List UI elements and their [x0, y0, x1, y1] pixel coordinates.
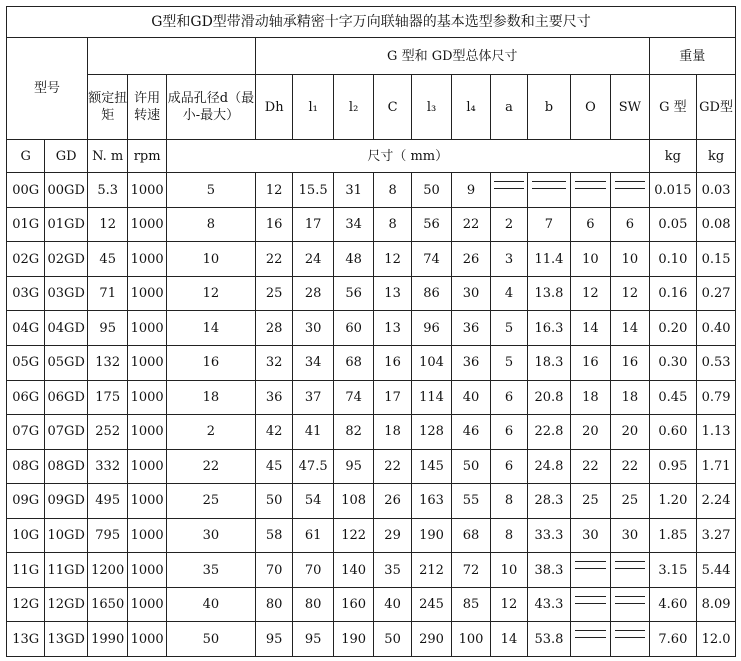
speed-unit: rpm [128, 140, 166, 173]
g-weight-header: G 型 [649, 75, 697, 140]
table-cell: 12.0 [697, 622, 736, 657]
table-cell: 212 [411, 553, 451, 588]
table-cell: 4.60 [649, 587, 697, 622]
table-cell: 46 [452, 415, 490, 450]
table-cell: 145 [411, 449, 451, 484]
gd-subheader: GD [45, 140, 88, 173]
table-cell: 74 [411, 242, 451, 277]
g-weight-unit: kg [649, 140, 697, 173]
table-cell: 1000 [128, 311, 166, 346]
dims-group-header: G 型和 GD型总体尺寸 [255, 38, 649, 75]
table-cell: 20.8 [528, 380, 571, 415]
dims-unit: 尺寸（ mm） [166, 140, 649, 173]
bore-header: 成品孔径d（最小-最大） [166, 75, 255, 140]
table-cell: 35 [374, 553, 411, 588]
table-cell: 10G [7, 518, 45, 553]
table-cell: 03G [7, 276, 45, 311]
table-cell: 8 [166, 207, 255, 242]
table-cell: 28 [255, 311, 292, 346]
table-cell: 28 [293, 276, 333, 311]
table-cell: 1000 [128, 173, 166, 208]
table-row [7, 449, 736, 484]
table-cell: 10 [611, 242, 649, 277]
table-cell: 00G [7, 173, 45, 208]
table-cell: 80 [255, 587, 292, 622]
model-header: 型号 [7, 38, 88, 140]
table-cell: 42 [255, 415, 292, 450]
table-cell: 10 [570, 242, 610, 277]
table-cell: 95 [87, 311, 127, 346]
table-cell: 17 [374, 380, 411, 415]
table-cell: 175 [87, 380, 127, 415]
table-cell: 30 [293, 311, 333, 346]
table-cell: 37 [293, 380, 333, 415]
table-cell [570, 173, 610, 208]
table-cell: 1000 [128, 276, 166, 311]
table-cell: 0.05 [649, 207, 697, 242]
table-cell: 30 [611, 518, 649, 553]
table-cell: 128 [411, 415, 451, 450]
table-cell: 5.3 [87, 173, 127, 208]
table-cell: 80 [293, 587, 333, 622]
table-cell: 25 [255, 276, 292, 311]
table-cell: 104 [411, 345, 451, 380]
empty-dash [615, 181, 645, 189]
table-cell: 16 [374, 345, 411, 380]
table-cell: 0.40 [697, 311, 736, 346]
table-row [7, 415, 736, 450]
table-cell: 3 [490, 242, 527, 277]
table-cell: 11GD [45, 553, 88, 588]
table-cell: 245 [411, 587, 451, 622]
l3-header: l₃ [411, 75, 451, 140]
table-cell: 0.45 [649, 380, 697, 415]
o-header: O [570, 75, 610, 140]
table-cell: 3.27 [697, 518, 736, 553]
table-title: G型和GD型带滑动轴承精密十字万向联轴器的基本选型参数和主要尺寸 [7, 7, 736, 38]
table-cell: 24 [293, 242, 333, 277]
table-cell: 05G [7, 345, 45, 380]
gd-weight-unit: kg [697, 140, 736, 173]
table-cell: 50 [411, 173, 451, 208]
table-cell [570, 587, 610, 622]
table-cell: 190 [411, 518, 451, 553]
table-cell: 11.4 [528, 242, 571, 277]
table-cell: 3.15 [649, 553, 697, 588]
table-cell: 0.20 [649, 311, 697, 346]
table-cell: 8 [490, 484, 527, 519]
table-cell: 12 [374, 242, 411, 277]
table-cell: 160 [333, 587, 373, 622]
table-cell [490, 173, 527, 208]
table-cell: 12 [611, 276, 649, 311]
table-cell [611, 587, 649, 622]
table-cell: 495 [87, 484, 127, 519]
empty-dash [615, 630, 645, 638]
table-cell: 25 [166, 484, 255, 519]
table-cell: 13G [7, 622, 45, 657]
table-cell: 12G [7, 587, 45, 622]
table-cell: 12 [166, 276, 255, 311]
table-cell: 16 [570, 345, 610, 380]
table-cell: 10GD [45, 518, 88, 553]
table-cell [611, 622, 649, 657]
blank-header [87, 38, 255, 75]
table-cell: 8 [374, 207, 411, 242]
l1-header: l₁ [293, 75, 333, 140]
table-cell: 1000 [128, 518, 166, 553]
l2-header: l₂ [333, 75, 373, 140]
table-cell: 6 [611, 207, 649, 242]
table-cell: 0.53 [697, 345, 736, 380]
table-cell: 5 [490, 311, 527, 346]
table-cell: 48 [333, 242, 373, 277]
table-cell: 22 [166, 449, 255, 484]
weight-group-header: 重量 [649, 38, 735, 75]
table-cell: 03GD [45, 276, 88, 311]
table-cell: 2.24 [697, 484, 736, 519]
table-cell: 06G [7, 380, 45, 415]
table-cell: 252 [87, 415, 127, 450]
table-cell: 58 [255, 518, 292, 553]
table-cell: 8 [490, 518, 527, 553]
table-cell: 9 [452, 173, 490, 208]
empty-dash [575, 561, 607, 569]
table-cell: 18 [374, 415, 411, 450]
table-cell: 07G [7, 415, 45, 450]
empty-dash [494, 181, 523, 189]
dh-header: Dh [255, 75, 292, 140]
table-cell [611, 173, 649, 208]
a-header: a [490, 75, 527, 140]
table-cell: 6 [570, 207, 610, 242]
table-cell: 45 [255, 449, 292, 484]
table-cell: 82 [333, 415, 373, 450]
table-cell: 20 [611, 415, 649, 450]
table-cell: 72 [452, 553, 490, 588]
table-cell: 1990 [87, 622, 127, 657]
table-cell: 56 [333, 276, 373, 311]
table-cell: 34 [293, 345, 333, 380]
table-cell: 14 [490, 622, 527, 657]
table-cell: 12 [87, 207, 127, 242]
table-cell: 1000 [128, 622, 166, 657]
table-cell: 61 [293, 518, 333, 553]
table-cell: 54 [293, 484, 333, 519]
table-cell: 108 [333, 484, 373, 519]
table-cell: 56 [411, 207, 451, 242]
table-cell: 40 [374, 587, 411, 622]
table-cell: 60 [333, 311, 373, 346]
table-cell: 68 [452, 518, 490, 553]
rated-torque-header: 额定扭矩 [87, 75, 127, 140]
empty-dash [575, 181, 607, 189]
table-cell: 08GD [45, 449, 88, 484]
table-cell: 1000 [128, 484, 166, 519]
table-cell: 14 [611, 311, 649, 346]
table-cell: 122 [333, 518, 373, 553]
table-cell: 11G [7, 553, 45, 588]
table-cell: 6 [490, 415, 527, 450]
table-cell: 70 [255, 553, 292, 588]
table-cell: 140 [333, 553, 373, 588]
empty-dash [532, 181, 565, 189]
table-cell: 04G [7, 311, 45, 346]
table-cell: 0.60 [649, 415, 697, 450]
table-cell: 04GD [45, 311, 88, 346]
speed-header: 许用转速 [128, 75, 166, 140]
table-cell: 1000 [128, 242, 166, 277]
table-cell: 1000 [128, 380, 166, 415]
table-cell: 13.8 [528, 276, 571, 311]
table-cell: 05GD [45, 345, 88, 380]
table-cell: 5 [166, 173, 255, 208]
table-cell: 70 [293, 553, 333, 588]
table-cell: 50 [374, 622, 411, 657]
table-cell: 33.3 [528, 518, 571, 553]
table-cell: 18 [611, 380, 649, 415]
table-cell: 0.16 [649, 276, 697, 311]
table-cell: 95 [255, 622, 292, 657]
table-cell: 20 [570, 415, 610, 450]
sw-header: SW [611, 75, 649, 140]
table-cell: 0.15 [697, 242, 736, 277]
table-cell: 22.8 [528, 415, 571, 450]
table-row [7, 173, 736, 208]
gd-weight-header: GD型 [697, 75, 736, 140]
table-cell: 12GD [45, 587, 88, 622]
table-cell: 01GD [45, 207, 88, 242]
table-cell: 36 [255, 380, 292, 415]
table-cell: 30 [166, 518, 255, 553]
table-row [7, 622, 736, 657]
table-cell: 8.09 [697, 587, 736, 622]
empty-dash [615, 596, 645, 604]
table-cell: 34 [333, 207, 373, 242]
table-cell: 332 [87, 449, 127, 484]
table-cell: 09G [7, 484, 45, 519]
table-cell [528, 173, 571, 208]
g-subheader: G [7, 140, 45, 173]
table-cell: 41 [293, 415, 333, 450]
table-cell: 0.03 [697, 173, 736, 208]
table-cell: 16 [166, 345, 255, 380]
torque-unit: N. m [87, 140, 127, 173]
table-cell: 95 [333, 449, 373, 484]
table-cell: 1.13 [697, 415, 736, 450]
b-header: b [528, 75, 571, 140]
table-row [7, 276, 736, 311]
table-cell: 14 [570, 311, 610, 346]
table-row [7, 553, 736, 588]
table-cell: 18 [570, 380, 610, 415]
table-row [7, 518, 736, 553]
table-cell: 5 [490, 345, 527, 380]
table-cell: 132 [87, 345, 127, 380]
table-cell: 8 [374, 173, 411, 208]
table-cell: 1650 [87, 587, 127, 622]
l4-header: l₄ [452, 75, 490, 140]
table-cell: 18.3 [528, 345, 571, 380]
table-cell: 22 [374, 449, 411, 484]
table-cell: 07GD [45, 415, 88, 450]
table-cell: 0.79 [697, 380, 736, 415]
table-cell: 22 [452, 207, 490, 242]
table-cell: 4 [490, 276, 527, 311]
table-cell: 71 [87, 276, 127, 311]
table-cell: 1.71 [697, 449, 736, 484]
table-cell: 0.10 [649, 242, 697, 277]
table-cell: 35 [166, 553, 255, 588]
table-cell: 1000 [128, 449, 166, 484]
table-cell: 02G [7, 242, 45, 277]
table-cell: 16 [255, 207, 292, 242]
table-cell: 1000 [128, 207, 166, 242]
table-cell: 163 [411, 484, 451, 519]
table-cell: 1200 [87, 553, 127, 588]
table-cell: 12 [570, 276, 610, 311]
table-cell: 10 [166, 242, 255, 277]
table-cell: 08G [7, 449, 45, 484]
table-cell: 0.95 [649, 449, 697, 484]
table-cell: 32 [255, 345, 292, 380]
table-cell: 0.30 [649, 345, 697, 380]
table-row [7, 484, 736, 519]
table-cell: 40 [166, 587, 255, 622]
table-cell: 24.8 [528, 449, 571, 484]
table-row [7, 380, 736, 415]
table-cell: 114 [411, 380, 451, 415]
table-cell: 40 [452, 380, 490, 415]
table-cell: 290 [411, 622, 451, 657]
table-cell: 53.8 [528, 622, 571, 657]
table-cell: 36 [452, 311, 490, 346]
table-cell: 26 [374, 484, 411, 519]
table-cell: 14 [166, 311, 255, 346]
table-cell: 6 [490, 380, 527, 415]
table-cell: 47.5 [293, 449, 333, 484]
table-row [7, 345, 736, 380]
table-cell: 28.3 [528, 484, 571, 519]
table-cell: 29 [374, 518, 411, 553]
table-cell: 36 [452, 345, 490, 380]
table-cell: 12 [490, 587, 527, 622]
table-cell: 1.85 [649, 518, 697, 553]
table-cell: 06GD [45, 380, 88, 415]
table-cell: 01G [7, 207, 45, 242]
table-cell: 22 [570, 449, 610, 484]
table-cell: 96 [411, 311, 451, 346]
table-cell: 50 [452, 449, 490, 484]
table-cell: 15.5 [293, 173, 333, 208]
table-cell: 86 [411, 276, 451, 311]
table-cell: 31 [333, 173, 373, 208]
table-cell: 45 [87, 242, 127, 277]
table-cell: 16 [611, 345, 649, 380]
table-cell: 50 [255, 484, 292, 519]
empty-dash [575, 630, 607, 638]
table-cell: 0.08 [697, 207, 736, 242]
table-cell: 74 [333, 380, 373, 415]
spec-table [6, 6, 736, 657]
table-cell: 17 [293, 207, 333, 242]
table-cell: 16.3 [528, 311, 571, 346]
table-cell: 190 [333, 622, 373, 657]
table-cell: 2 [490, 207, 527, 242]
table-cell: 85 [452, 587, 490, 622]
table-cell: 30 [570, 518, 610, 553]
table-cell: 6 [490, 449, 527, 484]
table-cell: 68 [333, 345, 373, 380]
table-cell: 1000 [128, 415, 166, 450]
table-cell: 26 [452, 242, 490, 277]
table-row [7, 242, 736, 277]
table-cell: 10 [490, 553, 527, 588]
table-row [7, 207, 736, 242]
c-header: C [374, 75, 411, 140]
empty-dash [615, 561, 645, 569]
table-cell: 795 [87, 518, 127, 553]
table-cell: 22 [255, 242, 292, 277]
table-cell: 09GD [45, 484, 88, 519]
table-cell: 7.60 [649, 622, 697, 657]
table-cell [611, 553, 649, 588]
table-cell: 1000 [128, 553, 166, 588]
table-cell [570, 553, 610, 588]
table-cell: 12 [255, 173, 292, 208]
table-cell: 1.20 [649, 484, 697, 519]
table-cell: 22 [611, 449, 649, 484]
table-cell: 1000 [128, 587, 166, 622]
table-cell: 2 [166, 415, 255, 450]
table-cell: 50 [166, 622, 255, 657]
table-cell: 43.3 [528, 587, 571, 622]
table-cell: 0.015 [649, 173, 697, 208]
table-cell: 95 [293, 622, 333, 657]
table-cell: 7 [528, 207, 571, 242]
table-row [7, 311, 736, 346]
table-cell: 100 [452, 622, 490, 657]
table-cell: 13 [374, 311, 411, 346]
table-row [7, 587, 736, 622]
table-cell: 55 [452, 484, 490, 519]
table-cell: 0.27 [697, 276, 736, 311]
table-cell: 25 [611, 484, 649, 519]
table-cell: 02GD [45, 242, 88, 277]
table-cell: 13 [374, 276, 411, 311]
table-cell: 38.3 [528, 553, 571, 588]
table-cell: 30 [452, 276, 490, 311]
empty-dash [575, 596, 607, 604]
table-cell: 13GD [45, 622, 88, 657]
table-cell: 5.44 [697, 553, 736, 588]
table-cell: 1000 [128, 345, 166, 380]
table-cell: 18 [166, 380, 255, 415]
table-cell [570, 622, 610, 657]
table-cell: 25 [570, 484, 610, 519]
table-cell: 00GD [45, 173, 88, 208]
